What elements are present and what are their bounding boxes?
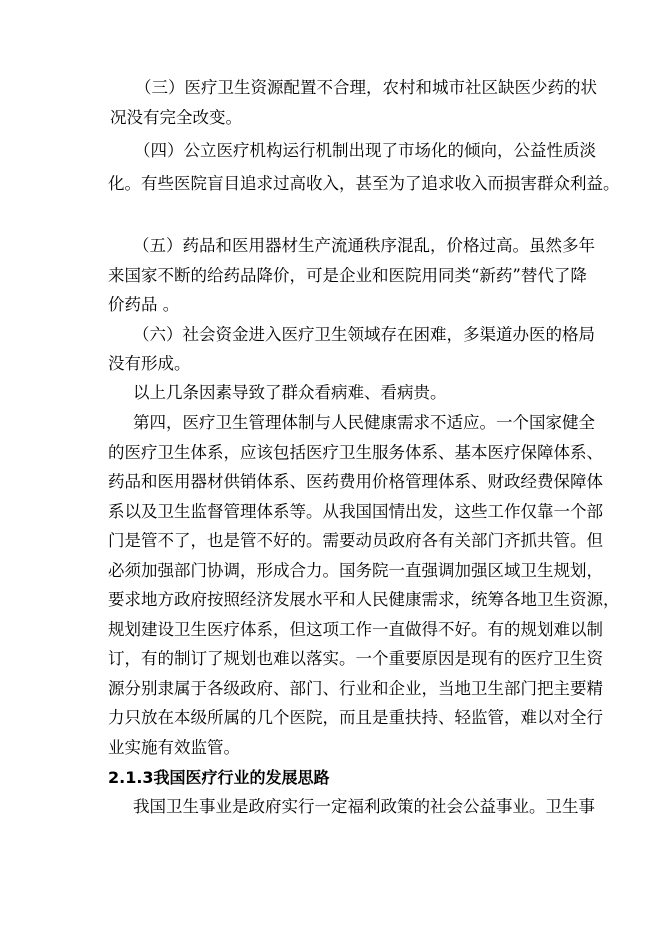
paragraph-line: 要求地方政府按照经济发展水平和人民健康需求，统筹各地卫生资源， bbox=[108, 590, 620, 609]
paragraph-line: 的医疗卫生体系，应该包括医疗卫生服务体系、基本医疗保障体系、 bbox=[108, 443, 603, 462]
paragraph-line: 来国家不断的给药品降价，可是企业和医院用同类“新药”替代了降 bbox=[108, 266, 587, 285]
paragraph-line: 业实施有效监管。 bbox=[108, 738, 240, 757]
paragraph-line: （五）药品和医用器材生产流通秩序混乱，价格过高。虽然多年 bbox=[133, 236, 595, 255]
paragraph-line: 力只放在本级所属的几个医院，而且是重扶持、轻监管，难以对全行 bbox=[108, 708, 603, 727]
paragraph-line: （六）社会资金进入医疗卫生领域存在困难，多渠道办医的格局 bbox=[133, 325, 595, 344]
paragraph-line: 没有形成。 bbox=[108, 354, 191, 373]
paragraph-line: 以上几条因素导致了群众看病难、看病贵。 bbox=[133, 383, 447, 402]
paragraph-line: 第四，医疗卫生管理体制与人民健康需求不适应。一个国家健全 bbox=[133, 413, 595, 432]
paragraph-line: （四）公立医疗机构运行机制出现了市场化的倾向，公益性质淡 bbox=[134, 141, 596, 160]
paragraph-line: 况没有完全改变。 bbox=[110, 108, 242, 127]
paragraph-line: 源分别隶属于各级政府、部门、行业和企业，当地卫生部门把主要精 bbox=[108, 679, 603, 698]
paragraph-line: 价药品 。 bbox=[108, 295, 180, 314]
paragraph-line: 系以及卫生监督管理体系等。从我国国情出发，这些工作仅靠一个部 bbox=[108, 502, 603, 521]
paragraph-line: 订，有的制订了规划也难以落实。一个重要原因是现有的医疗卫生资 bbox=[108, 649, 603, 668]
paragraph-line: 药品和医用器材供销体系、医药费用价格管理体系、财政经费保障体 bbox=[108, 472, 603, 491]
paragraph-line: 必须加强部门协调，形成合力。国务院一直强调加强区域卫生规划， bbox=[108, 561, 603, 580]
paragraph-line: 规划建设卫生医疗体系，但这项工作一直做得不好。有的规划难以制 bbox=[108, 620, 603, 639]
paragraph-line: 门是管不了，也是管不好的。需要动员政府各有关部门齐抓共管。但 bbox=[108, 531, 603, 550]
section-heading: 2.1.3我国医疗行业的发展思路 bbox=[108, 768, 330, 787]
paragraph-line: 我国卫生事业是政府实行一定福利政策的社会公益事业。卫生事 bbox=[133, 797, 595, 816]
paragraph-line: （三）医疗卫生资源配置不合理，农村和城市社区缺医少药的状 bbox=[135, 78, 597, 97]
paragraph-line: 化。有些医院盲目追求过高收入，甚至为了追求收入而损害群众利益。 bbox=[108, 174, 620, 193]
